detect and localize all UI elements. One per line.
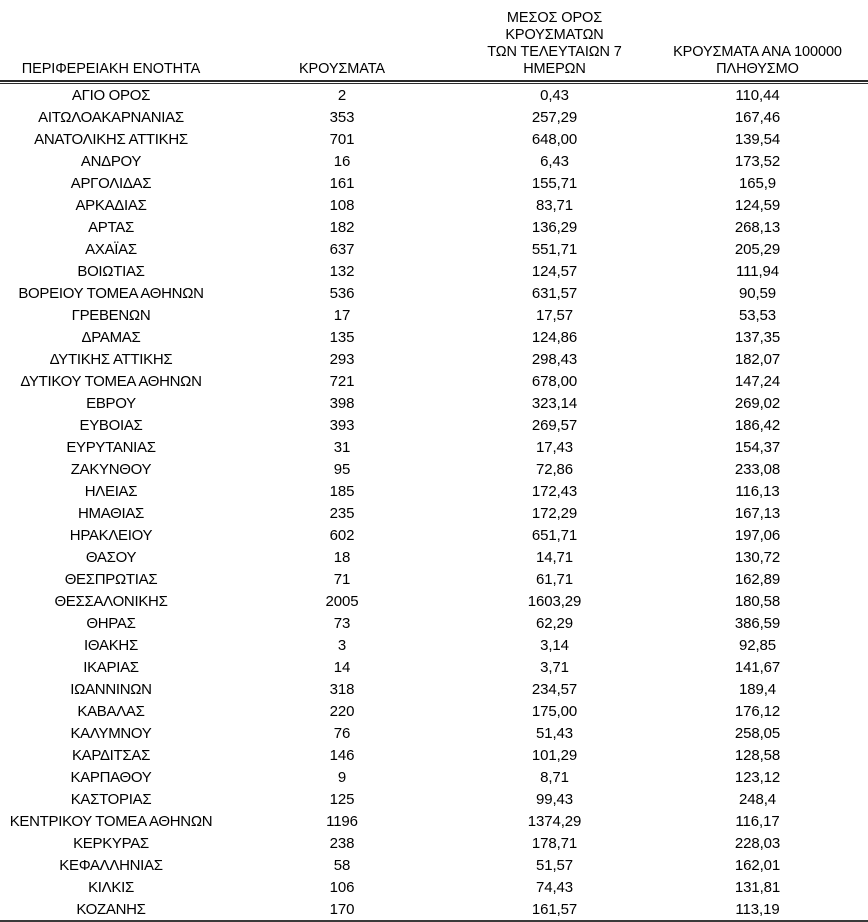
table-row bbox=[0, 326, 868, 348]
cell-cases-per-100000: 124,59 bbox=[734, 196, 781, 214]
cell-cases: 293 bbox=[329, 350, 355, 368]
cell-region-name: ΕΥΒΟΙΑΣ bbox=[79, 416, 143, 434]
cell-region-name: ΚΑΒΑΛΑΣ bbox=[77, 702, 145, 720]
cell-cases-per-100000: 197,06 bbox=[734, 526, 781, 544]
cell-region-name: ΑΝΑΤΟΛΙΚΗΣ ΑΤΤΙΚΗΣ bbox=[34, 130, 188, 148]
column-header-seven-day-average bbox=[462, 10, 647, 83]
table-row bbox=[0, 898, 868, 921]
table-row bbox=[0, 590, 868, 612]
cell-cases-per-100000: 269,02 bbox=[734, 394, 781, 412]
cell-cases: 637 bbox=[329, 240, 355, 258]
table-row bbox=[0, 546, 868, 568]
cell-cases-per-100000: 186,42 bbox=[734, 416, 781, 434]
cell-region-name: ΔΡΑΜΑΣ bbox=[81, 328, 141, 346]
cell-cases: 182 bbox=[329, 218, 355, 236]
table-row bbox=[0, 83, 868, 107]
cell-cases: 2 bbox=[337, 86, 347, 104]
cell-seven-day-average: 17,43 bbox=[535, 438, 574, 456]
cell-cases: 17 bbox=[333, 306, 351, 324]
column-header-seven-day-average-line1: ΜΕΣΟΣ ΟΡΟΣ ΚΡΟΥΣΜΑΤΩΝ bbox=[505, 10, 604, 43]
cell-seven-day-average: 3,14 bbox=[540, 636, 569, 654]
table-row bbox=[0, 524, 868, 546]
cell-seven-day-average: 234,57 bbox=[531, 680, 578, 698]
table-row bbox=[0, 700, 868, 722]
table-row bbox=[0, 854, 868, 876]
cell-seven-day-average: 51,43 bbox=[535, 724, 574, 742]
cell-cases-per-100000: 173,52 bbox=[734, 152, 781, 170]
table-row bbox=[0, 414, 868, 436]
table-row bbox=[0, 238, 868, 260]
cell-seven-day-average: 178,71 bbox=[531, 834, 578, 852]
table-body bbox=[0, 83, 868, 922]
cell-cases-per-100000: 128,58 bbox=[734, 746, 781, 764]
cell-cases-per-100000: 165,9 bbox=[738, 174, 777, 192]
cell-cases: 398 bbox=[329, 394, 355, 412]
table-row bbox=[0, 150, 868, 172]
cell-cases-per-100000: 90,59 bbox=[738, 284, 777, 302]
cell-cases-per-100000: 147,24 bbox=[734, 372, 781, 390]
cell-cases: 701 bbox=[329, 130, 355, 148]
cell-cases: 9 bbox=[337, 768, 347, 786]
table-row bbox=[0, 370, 868, 392]
cell-cases: 220 bbox=[329, 702, 355, 720]
table-row bbox=[0, 502, 868, 524]
cell-cases-per-100000: 182,07 bbox=[734, 350, 781, 368]
cell-cases-per-100000: 205,29 bbox=[734, 240, 781, 258]
cell-seven-day-average: 136,29 bbox=[531, 218, 578, 236]
cell-seven-day-average: 172,43 bbox=[531, 482, 578, 500]
cell-seven-day-average: 1374,29 bbox=[527, 812, 582, 830]
cell-cases: 73 bbox=[333, 614, 351, 632]
cell-region-name: ΑΡΓΟΛΙΔΑΣ bbox=[70, 174, 152, 192]
cell-cases: 353 bbox=[329, 108, 355, 126]
cell-cases-per-100000: 233,08 bbox=[734, 460, 781, 478]
table-row bbox=[0, 282, 868, 304]
table-row bbox=[0, 766, 868, 788]
cell-seven-day-average: 62,29 bbox=[535, 614, 574, 632]
cell-region-name: ΚΕΦΑΛΛΗΝΙΑΣ bbox=[59, 856, 163, 874]
table-row bbox=[0, 348, 868, 370]
table-row bbox=[0, 172, 868, 194]
table-row bbox=[0, 788, 868, 810]
cell-cases: 76 bbox=[333, 724, 351, 742]
cell-seven-day-average: 155,71 bbox=[531, 174, 578, 192]
cell-region-name: ΔΥΤΙΚΗΣ ΑΤΤΙΚΗΣ bbox=[49, 350, 173, 368]
cell-region-name: ΕΒΡΟΥ bbox=[86, 394, 136, 412]
table-row bbox=[0, 458, 868, 480]
cell-seven-day-average: 651,71 bbox=[531, 526, 578, 544]
table-row bbox=[0, 810, 868, 832]
table-row bbox=[0, 656, 868, 678]
cell-cases-per-100000: 123,12 bbox=[734, 768, 781, 786]
table-row bbox=[0, 128, 868, 150]
cell-region-name: ΘΕΣΠΡΩΤΙΑΣ bbox=[64, 570, 158, 588]
cell-region-name: ΙΩΑΝΝΙΝΩΝ bbox=[70, 680, 152, 698]
cell-seven-day-average: 3,71 bbox=[540, 658, 569, 676]
table-row bbox=[0, 612, 868, 634]
cell-cases-per-100000: 110,44 bbox=[735, 86, 780, 104]
cell-region-name: ΚΑΛΥΜΝΟΥ bbox=[70, 724, 152, 742]
cell-cases: 58 bbox=[333, 856, 351, 874]
cell-region-name: ΖΑΚΥΝΘΟΥ bbox=[70, 460, 152, 478]
cell-cases-per-100000: 116,13 bbox=[735, 482, 780, 500]
table-row bbox=[0, 304, 868, 326]
cell-region-name: ΚΕΡΚΥΡΑΣ bbox=[73, 834, 149, 852]
cell-cases: 170 bbox=[222, 898, 462, 921]
table-row bbox=[0, 876, 868, 898]
cell-cases-per-100000: 162,89 bbox=[734, 570, 781, 588]
column-header-region: ΠΕΡΙΦΕΡΕΙΑΚΗ ΕΝΟΤΗΤΑ bbox=[0, 10, 222, 83]
cell-seven-day-average: 51,57 bbox=[535, 856, 574, 874]
cell-region-name: ΒΟΡΕΙΟΥ ΤΟΜΕΑ ΑΘΗΝΩΝ bbox=[18, 284, 204, 302]
cell-seven-day-average: 101,29 bbox=[531, 746, 578, 764]
cell-cases-per-100000: 113,19 bbox=[647, 898, 868, 921]
cell-cases-per-100000: 167,13 bbox=[734, 504, 781, 522]
cell-region-name: ΚΑΡΔΙΤΣΑΣ bbox=[71, 746, 151, 764]
cell-region-name: ΑΝΔΡΟΥ bbox=[80, 152, 142, 170]
cell-seven-day-average: 6,43 bbox=[540, 152, 569, 170]
cell-cases: 18 bbox=[333, 548, 351, 566]
cell-cases: 146 bbox=[329, 746, 355, 764]
cell-cases: 1196 bbox=[326, 812, 358, 830]
table-row bbox=[0, 722, 868, 744]
cell-cases: 318 bbox=[329, 680, 355, 698]
cell-seven-day-average: 124,57 bbox=[531, 262, 578, 280]
table-row bbox=[0, 832, 868, 854]
cell-region-name: ΔΥΤΙΚΟΥ ΤΟΜΕΑ ΑΘΗΝΩΝ bbox=[20, 372, 202, 390]
cell-cases-per-100000: 141,67 bbox=[734, 658, 781, 676]
cell-cases: 125 bbox=[329, 790, 355, 808]
cell-cases-per-100000: 139,54 bbox=[734, 130, 781, 148]
cell-cases-per-100000: 386,59 bbox=[734, 614, 781, 632]
cell-cases-per-100000: 131,81 bbox=[734, 878, 781, 896]
cell-seven-day-average: 678,00 bbox=[531, 372, 578, 390]
cell-seven-day-average: 99,43 bbox=[535, 790, 574, 808]
cell-cases-per-100000: 92,85 bbox=[738, 636, 777, 654]
table-row bbox=[0, 678, 868, 700]
cell-cases: 106 bbox=[329, 878, 355, 896]
cell-cases: 185 bbox=[329, 482, 355, 500]
cell-seven-day-average: 175,00 bbox=[531, 702, 578, 720]
cell-cases: 16 bbox=[333, 152, 351, 170]
cell-cases: 393 bbox=[329, 416, 355, 434]
cell-cases-per-100000: 162,01 bbox=[734, 856, 781, 874]
cell-region-name: ΙΚΑΡΙΑΣ bbox=[83, 658, 139, 676]
column-header-cases: ΚΡΟΥΣΜΑΤΑ bbox=[222, 10, 462, 83]
cell-cases: 71 bbox=[333, 570, 351, 588]
cell-region-name: ΚΙΛΚΙΣ bbox=[88, 878, 134, 896]
table-row bbox=[0, 634, 868, 656]
cell-seven-day-average: 17,57 bbox=[535, 306, 574, 324]
cell-cases: 235 bbox=[329, 504, 355, 522]
cell-cases-per-100000: 130,72 bbox=[734, 548, 781, 566]
cell-seven-day-average: 8,71 bbox=[540, 768, 569, 786]
cell-cases-per-100000: 258,05 bbox=[734, 724, 781, 742]
table-header-row bbox=[0, 10, 868, 83]
cell-region-name: ΓΡΕΒΕΝΩΝ bbox=[71, 306, 151, 324]
cell-seven-day-average: 648,00 bbox=[531, 130, 578, 148]
column-header-cases-per-100000-line2: ΠΛΗΘΥΣΜΟ bbox=[716, 61, 799, 77]
cell-seven-day-average: 269,57 bbox=[531, 416, 578, 434]
cell-region-name: ΑΡΚΑΔΙΑΣ bbox=[75, 196, 147, 214]
cell-cases: 135 bbox=[329, 328, 355, 346]
table-row bbox=[0, 106, 868, 128]
cell-region-name: ΒΟΙΩΤΙΑΣ bbox=[77, 262, 145, 280]
cell-cases-per-100000: 167,46 bbox=[734, 108, 781, 126]
cell-cases: 721 bbox=[329, 372, 355, 390]
cell-cases: 31 bbox=[333, 438, 351, 456]
table-header bbox=[0, 10, 868, 83]
cell-region-name: ΚΟΖΑΝΗΣ bbox=[0, 898, 222, 921]
cell-cases: 161 bbox=[329, 174, 355, 192]
cell-seven-day-average: 124,86 bbox=[531, 328, 578, 346]
cell-region-name: ΑΧΑΪΑΣ bbox=[85, 240, 137, 258]
cell-cases-per-100000: 137,35 bbox=[734, 328, 781, 346]
table-row bbox=[0, 194, 868, 216]
cell-region-name: ΘΑΣΟΥ bbox=[85, 548, 137, 566]
cell-cases-per-100000: 248,4 bbox=[738, 790, 777, 808]
cell-region-name: ΚΑΡΠΑΘΟΥ bbox=[70, 768, 152, 786]
table-row bbox=[0, 436, 868, 458]
cell-seven-day-average: 172,29 bbox=[531, 504, 578, 522]
cell-seven-day-average: 83,71 bbox=[535, 196, 574, 214]
cell-cases-per-100000: 268,13 bbox=[734, 218, 781, 236]
cell-cases-per-100000: 180,58 bbox=[734, 592, 781, 610]
table-row bbox=[0, 744, 868, 766]
cell-cases: 108 bbox=[329, 196, 355, 214]
table-row bbox=[0, 392, 868, 414]
cell-region-name: ΙΘΑΚΗΣ bbox=[84, 636, 138, 654]
cell-seven-day-average: 161,57 bbox=[462, 898, 647, 921]
column-header-cases-per-100000 bbox=[647, 10, 868, 83]
cell-region-name: ΘΗΡΑΣ bbox=[86, 614, 136, 632]
cell-seven-day-average: 61,71 bbox=[535, 570, 574, 588]
cell-cases: 132 bbox=[329, 262, 355, 280]
cell-seven-day-average: 14,71 bbox=[535, 548, 574, 566]
cell-cases-per-100000: 116,17 bbox=[735, 812, 780, 830]
cell-seven-day-average: 298,43 bbox=[531, 350, 578, 368]
cell-seven-day-average: 74,43 bbox=[535, 878, 574, 896]
table-row bbox=[0, 216, 868, 238]
cell-cases: 536 bbox=[329, 284, 355, 302]
cell-region-name: ΘΕΣΣΑΛΟΝΙΚΗΣ bbox=[54, 592, 168, 610]
cell-cases-per-100000: 228,03 bbox=[734, 834, 781, 852]
cell-region-name: ΚΑΣΤΟΡΙΑΣ bbox=[70, 790, 152, 808]
cell-region-name: ΗΡΑΚΛΕΙΟΥ bbox=[69, 526, 153, 544]
cell-seven-day-average: 551,71 bbox=[531, 240, 578, 258]
cell-cases: 2005 bbox=[325, 592, 359, 610]
cell-cases: 95 bbox=[333, 460, 351, 478]
cell-cases-per-100000: 53,53 bbox=[738, 306, 777, 324]
table-row bbox=[0, 260, 868, 282]
cell-region-name: ΕΥΡΥΤΑΝΙΑΣ bbox=[66, 438, 156, 456]
cell-region-name: ΗΛΕΙΑΣ bbox=[84, 482, 138, 500]
cell-region-name: ΑΡΤΑΣ bbox=[88, 218, 134, 236]
regional-cases-table bbox=[0, 10, 868, 922]
cell-seven-day-average: 257,29 bbox=[531, 108, 578, 126]
cell-cases: 602 bbox=[329, 526, 355, 544]
cell-cases-per-100000: 111,94 bbox=[735, 262, 780, 280]
cell-cases: 14 bbox=[333, 658, 351, 676]
table-row bbox=[0, 568, 868, 590]
cell-region-name: ΚΕΝΤΡΙΚΟΥ ΤΟΜΕΑ ΑΘΗΝΩΝ bbox=[9, 812, 213, 830]
cell-region-name: ΑΙΤΩΛΟΑΚΑΡΝΑΝΙΑΣ bbox=[38, 108, 184, 126]
cell-cases: 3 bbox=[337, 636, 347, 654]
cell-cases-per-100000: 189,4 bbox=[738, 680, 777, 698]
cell-region-name: ΑΓΙΟ ΟΡΟΣ bbox=[71, 86, 151, 104]
cell-cases-per-100000: 154,37 bbox=[734, 438, 781, 456]
cell-seven-day-average: 323,14 bbox=[531, 394, 578, 412]
cell-cases-per-100000: 176,12 bbox=[734, 702, 781, 720]
cell-seven-day-average: 631,57 bbox=[531, 284, 578, 302]
cell-seven-day-average: 72,86 bbox=[535, 460, 574, 478]
cell-region-name: ΗΜΑΘΙΑΣ bbox=[77, 504, 145, 522]
table-row bbox=[0, 480, 868, 502]
cell-cases: 238 bbox=[329, 834, 355, 852]
column-header-seven-day-average-line2: ΤΩΝ ΤΕΛΕΥΤΑΙΩΝ 7 ΗΜΕΡΩΝ bbox=[487, 44, 622, 77]
cell-seven-day-average: 0,43 bbox=[540, 86, 569, 104]
column-header-cases-per-100000-line1: ΚΡΟΥΣΜΑΤΑ ΑΝΑ 100000 bbox=[673, 44, 842, 60]
cell-seven-day-average: 1603,29 bbox=[527, 592, 582, 610]
